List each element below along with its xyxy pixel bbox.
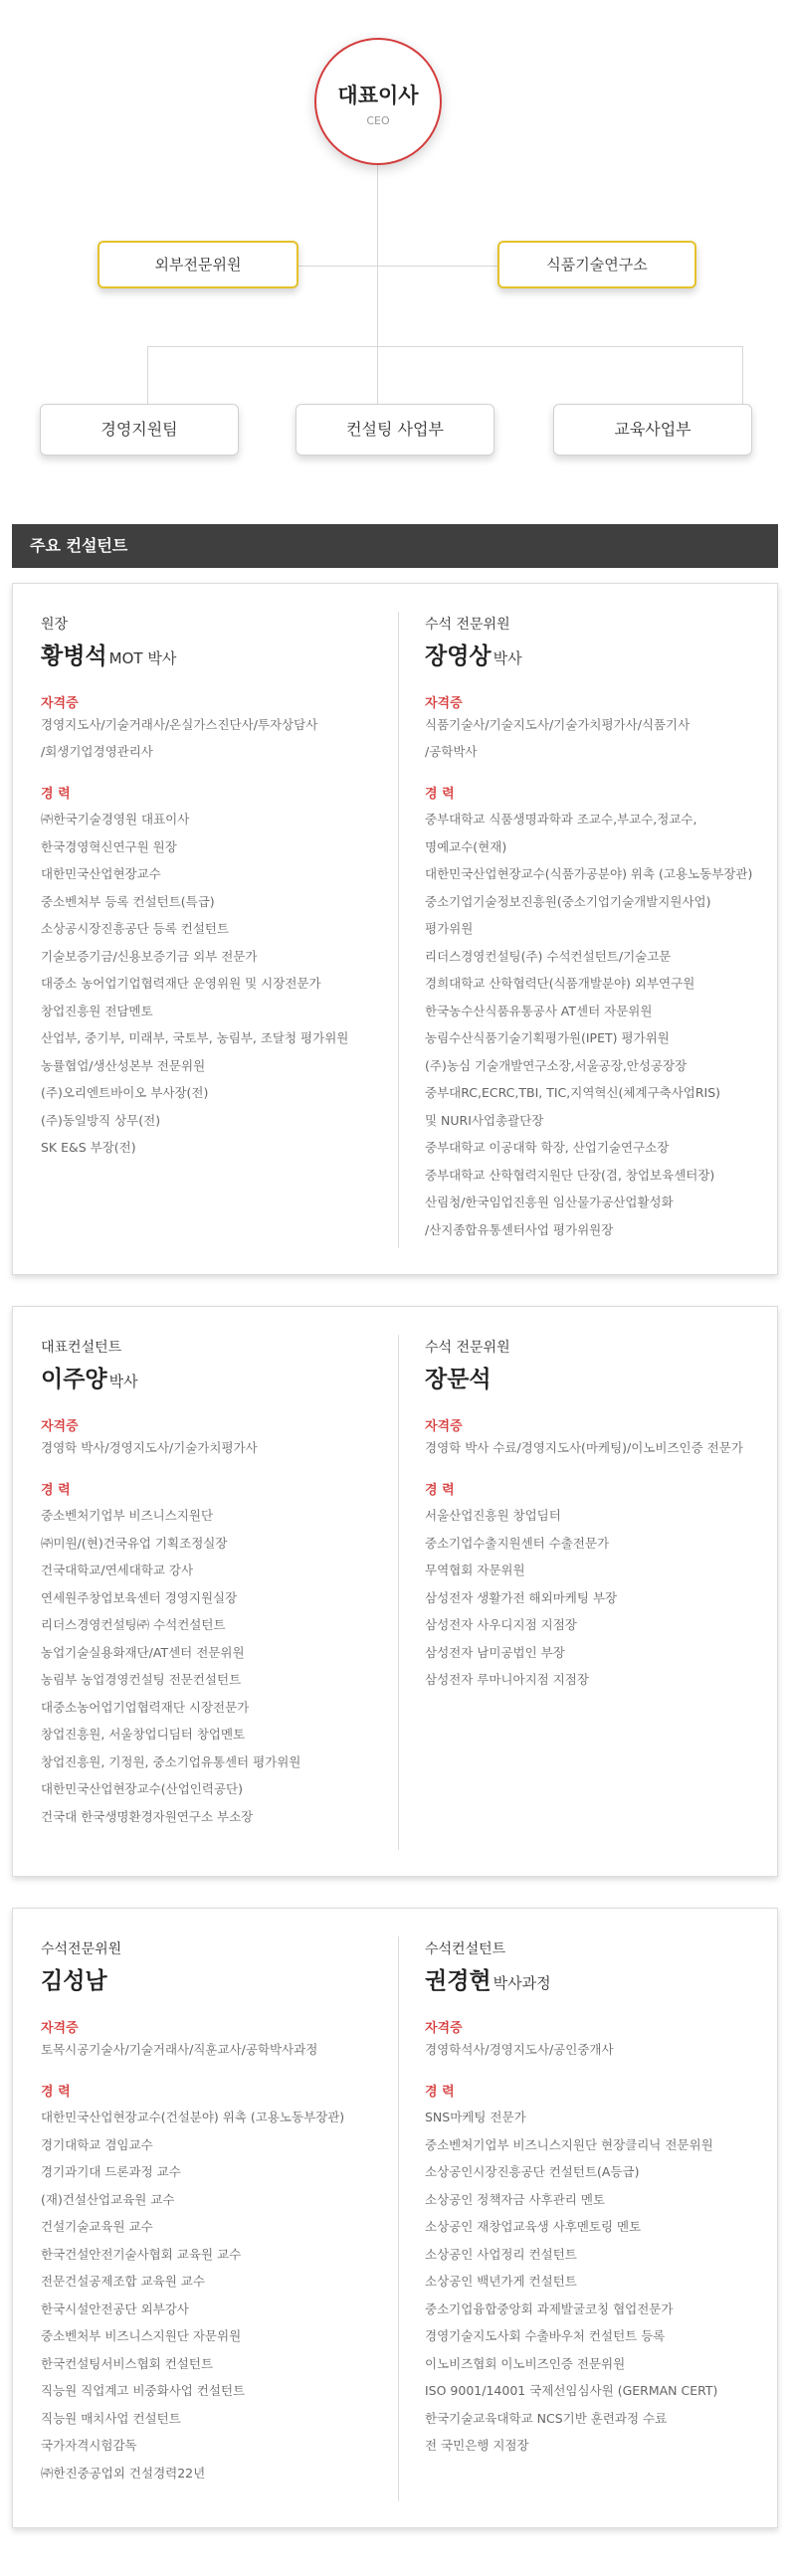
career-item: 소상공시장진흥공단 등록 컨설턴트 [41,921,230,936]
consultant-role: 수석컨설턴트 [425,1941,506,1957]
career-item: ㈜미원/(현)건국유업 기획조정실장 [41,1535,228,1551]
consultant-role: 대표컨설턴트 [41,1340,122,1356]
career-item: (주)동일방직 상무(전) [41,1112,161,1128]
career-item: 명예교수(현재) [425,838,507,854]
career-item: 건국대 한국생명환경자원연구소 부소장 [41,1808,254,1824]
career-item: 중부대학교 산학협력지원단 단장(겸, 창업보육센터장) [425,1167,715,1183]
career-item: 중부대학교 이공대학 학장, 산업기술연구소장 [425,1140,670,1155]
consultant-role: 수석전문위원 [41,1941,122,1957]
org-node-consulting-division: 컨설팅 사업부 [296,404,494,456]
career-item: ㈜한국기술경영원 대표이사 [41,812,190,827]
consultant-name: 김성남 [41,1968,107,1994]
consultant-degree: 박사 [108,1373,138,1390]
career-item: 대한민국산업현장교수(식품가공분야) 위촉 (고용노동부장관) [425,866,753,881]
career-item: 소상공인 재창업교육생 사후멘토링 멘토 [425,2219,642,2234]
cert-line: 경영지도사/기술거래사/온실가스진단사/투자상담사 [41,717,318,732]
consultant-2 [41,1337,300,1830]
career-item: 창업진흥원, 기정원, 중소기업유통센터 평가위원 [41,1753,301,1769]
org-node-management-team: 경영지원팀 [40,404,239,456]
career-item: 소상공인 사업정리 컨설턴트 [425,2246,577,2262]
cert-line: /공학박사 [425,744,478,759]
career-item: 농림수산식품기술기획평가원(IPET) 평가위원 [425,1030,670,1045]
card-divider [398,612,399,1248]
career-item: 농업기술실용화재단/AT센터 전문위원 [41,1644,245,1660]
career-list [425,1502,743,1694]
card-divider [398,1936,399,2501]
ceo-node [314,38,442,165]
consultant-card-1 [12,583,778,1275]
career-item: 한국경영혁신연구원 원장 [41,838,177,854]
org-team-left-drop [147,346,148,404]
career-item: 중소벤처기업부 비즈니스지원단 현장클리닉 전문위원 [425,2136,713,2152]
ceo-title: 대표이사 [337,84,419,107]
career-label: 경 력 [425,2085,455,2100]
career-label: 경 력 [425,1483,455,1498]
org-team-mid-drop [377,346,378,404]
career-list [41,806,348,1162]
career-item: 한국건설안전기술사협회 교육원 교수 [41,2246,242,2262]
career-item: 기술보증기금/신용보증기금 외부 전문가 [41,948,258,964]
consultant-card-2 [12,1306,778,1877]
career-label: 경 력 [41,2085,71,2100]
career-item: (재)건설산업교육원 교수 [41,2191,175,2207]
career-item: 대중소 농어업기업협력재단 운영위원 및 시장전문가 [41,976,321,991]
career-label: 경 력 [41,787,71,802]
career-item: 리더스경영컨설팅(주) 수석컨설턴트/기술고문 [425,948,672,964]
career-list [41,2104,344,2486]
cert-line: 식품기술사/기술지도사/기술가치평가사/식품기사 [425,717,690,732]
consultant-1 [425,614,752,1243]
consultant-degree: MOT 박사 [108,649,177,667]
career-item: (주)농심 기술개발연구소장,서울공장,안성공장장 [425,1057,688,1073]
consultant-name: 장영상 박사 [425,644,522,669]
consultant-degree: 박사 [493,649,522,667]
consultant-card-3 [12,1908,778,2528]
org-team-hline [147,346,742,347]
career-item: 건국대학교/연세대학교 강사 [41,1563,194,1577]
career-item: 삼성전자 생활가전 해외마케팅 부장 [425,1589,618,1605]
org-node-external-advisors: 외부전문위원 [98,241,298,288]
career-item: 한국컨설팅서비스협회 컨설턴트 [41,2355,214,2371]
ceo-subtitle: CEO [366,114,390,127]
card-divider [398,1335,399,1850]
career-item: 삼성전자 남미공법인 부장 [425,1644,565,1660]
career-item: 경기과기대 드론과정 교수 [41,2164,181,2179]
career-item: 한국기술교육대학교 NCS기반 훈련과정 수료 [425,2410,668,2426]
career-item: 리더스경영컨설팅㈜ 수석컨설턴트 [41,1617,226,1632]
career-item: 연세원주창업보육센터 경영지원실장 [41,1589,238,1605]
career-item: 중소벤처부 비즈니스지원단 자문위원 [41,2328,242,2343]
career-item: 평가위원 [425,921,474,936]
consultant-3 [425,1337,743,1694]
career-item: 중소벤처기업부 비즈니스지원단 [41,1508,214,1523]
career-item: 중소기업기술정보진흥원(중소기업기술개발지원사업) [425,893,711,909]
career-item: 전문건설공제조합 교육원 교수 [41,2274,205,2289]
cert-line: 경영학석사/경영지도사/공인중개사 [425,2042,614,2057]
career-item: 무역협회 자문위원 [425,1563,525,1577]
career-item: 한국시설안전공단 외부강사 [41,2300,189,2316]
consultant-5 [425,1938,717,2460]
consultant-name: 이주양 박사 [41,1367,138,1392]
career-label: 경 력 [41,1483,71,1498]
career-item: 대한민국산업현장교수(건설분야) 위촉 (고용노동부장관) [41,2110,345,2124]
career-item: 경희대학교 산학협력단(식품개발분야) 외부연구원 [425,976,695,991]
consultant-4 [41,1938,344,2486]
cert-line: /회생기업경영관리사 [41,744,153,759]
career-label: 경 력 [425,787,455,802]
career-item: 삼성전자 루마니아지점 지점장 [425,1672,589,1687]
career-item: 직능원 직업계고 비중화사업 컨설턴트 [41,2383,246,2398]
career-item: 소상공인시장진흥공단 컨설턴트(A등급) [425,2164,640,2179]
consultant-degree: 박사과정 [493,1974,551,1992]
org-trunk-line [377,165,378,346]
career-item: 서울산업진흥원 창업딤터 [425,1508,561,1523]
career-item: 중소기업융합중앙회 과제발굴코칭 협업전문가 [425,2300,674,2316]
career-item: (주)오리엔트바이오 부사장(전) [41,1085,209,1100]
cert-label: 자격증 [41,1419,79,1434]
career-item: ISO 9001/14001 국제선임심사원 (GERMAN CERT) [425,2383,718,2398]
career-item: 이노비즈협회 이노비즈인증 전문위원 [425,2355,626,2371]
cert-label: 자격증 [425,1419,463,1434]
consultant-name: 황병석 MOT 박사 [41,644,177,669]
cert-label: 자격증 [41,696,79,711]
career-item: 삼성전자 사우디지점 지점장 [425,1617,577,1632]
career-item: 산림청/한국임업진흥원 임산물가공산업활성화 [425,1195,674,1209]
career-item: SK E&S 부장(전) [41,1140,136,1155]
career-list [425,2104,717,2460]
career-list [41,1502,300,1830]
org-advisor-line [298,266,497,267]
cert-line: 경영학 박사 수료/경영지도사(마케팅)/이노비즈인증 전문가 [425,1440,743,1455]
career-item: 한국농수산식품유통공사 AT센터 자문위원 [425,1003,653,1018]
cert-line: 경영학 박사/경영지도사/기술가치평가사 [41,1440,258,1455]
cert-label: 자격증 [41,2021,79,2036]
career-item: 경영기술지도사회 수출바우처 컨설턴트 등록 [425,2328,666,2343]
career-item: 소상공인 정책자금 사후관리 멘토 [425,2191,605,2207]
career-item: 중부대학교 식품생명과학과 조교수,부교수,정교수, [425,812,697,827]
career-item: 대한민국산업현장교수 [41,866,161,881]
career-item: 국가자격시험감독 [41,2438,137,2453]
cert-label: 자격증 [425,2021,463,2036]
career-item: 중소벤처부 등록 컨설턴트(특급) [41,893,215,909]
org-node-food-tech-lab: 식품기술연구소 [497,241,696,288]
career-item: 대한민국산업현장교수(산업인력공단) [41,1781,243,1796]
career-item: 및 NURI사업총괄단장 [425,1112,544,1128]
career-item: ㈜한진중공업외 건설경력22년 [41,2465,206,2481]
career-item: 창업진흥원, 서울창업디딤터 창업멘토 [41,1727,246,1742]
consultant-name: 장문석 [425,1367,492,1392]
section-title-bar: 주요 컨설턴트 [12,524,778,568]
cert-line: 토목시공기술사/기술거래사/직훈교사/공학박사과정 [41,2042,318,2057]
career-item: 대중소농어업기업협력재단 시장전문가 [41,1699,250,1715]
career-list [425,806,752,1243]
career-item: 건설기술교육원 교수 [41,2219,153,2234]
career-item: 전 국민은행 지점장 [425,2438,529,2453]
career-item: 소상공인 백년가게 컨설턴트 [425,2274,577,2289]
org-team-right-drop [742,346,743,404]
cert-label: 자격증 [425,696,463,711]
career-item: /산지종합유통센터사업 평가위원장 [425,1221,614,1237]
career-item: 산업부, 중기부, 미래부, 국토부, 농림부, 조달청 평가위원 [41,1030,349,1045]
career-item: 농림부 농업경영컨설팅 전문컨설턴트 [41,1672,242,1687]
career-item: 중부대RC,ECRC,TBI, TIC,지역혁신(체계구축사업RIS) [425,1085,721,1100]
career-item: 창업진흥원 전담멘토 [41,1003,153,1018]
consultant-0 [41,614,348,1162]
org-node-education-division: 교육사업부 [553,404,752,456]
career-item: 직능원 매치사업 컨설턴트 [41,2410,181,2426]
consultant-role: 수석 전문위원 [425,1340,510,1356]
career-item: 경기대학교 겸임교수 [41,2136,153,2152]
career-item: 농률협업/생산성본부 전문위원 [41,1057,206,1073]
career-item: SNS마케팅 전문가 [425,2110,526,2124]
consultant-role: 원장 [41,617,69,633]
consultant-role: 수석 전문위원 [425,617,510,633]
consultant-name: 권경현 박사과정 [425,1968,551,1994]
career-item: 중소기업수출지원센터 수출전문가 [425,1535,610,1551]
